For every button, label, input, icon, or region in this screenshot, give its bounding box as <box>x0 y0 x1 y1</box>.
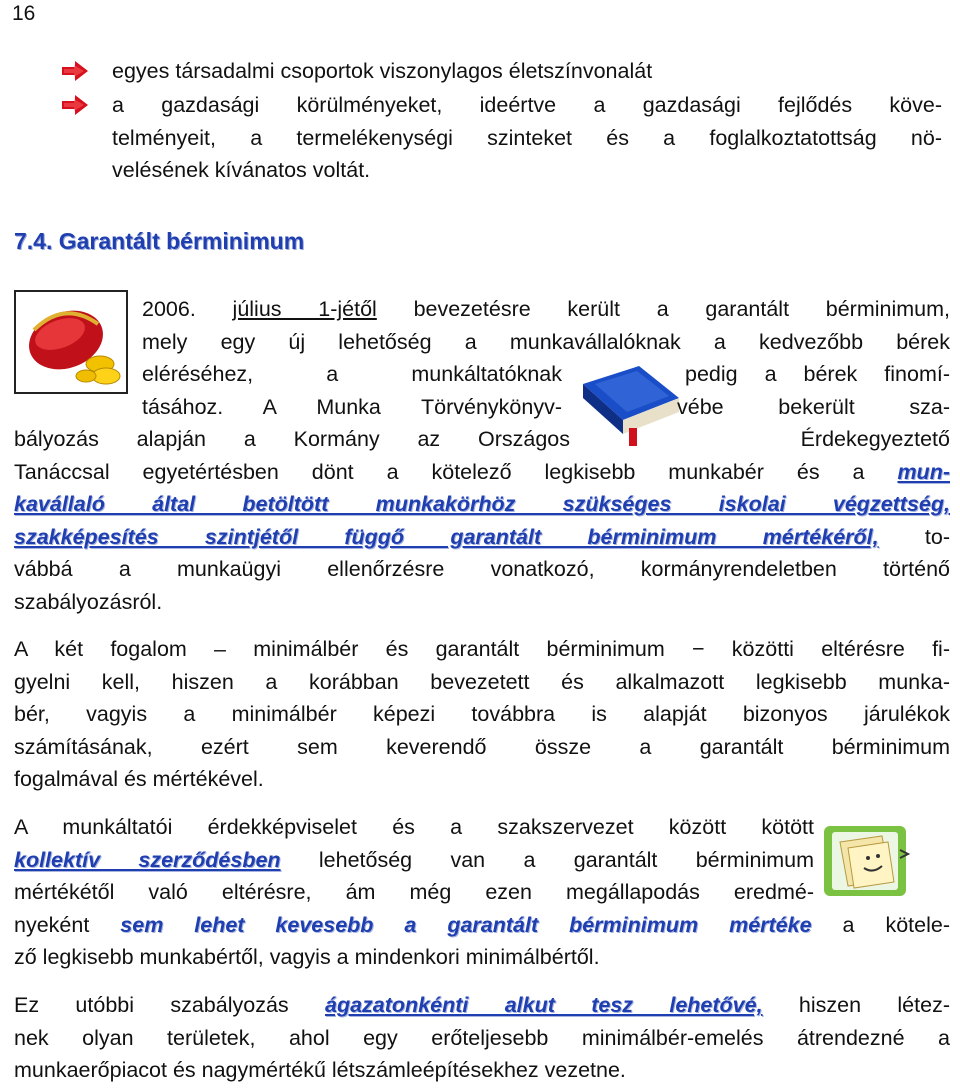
paragraph-kollektiv: A munkáltatói érdekképviselet és a szakszervezet között kötött kollektív szerződésben lehetőség van a garantált bérminimum mértékétől való eltérésre, ám még ezen megállapodás eredmé- nyeként sem lehet kevesebb a garantált bérminimum mértéke a kötele- ző legkisebb munkabértől, vagyis a mindenkori minimálbértől. <box>14 815 950 969</box>
bullet-item <box>62 89 942 188</box>
bullet-text: egyes társadalmi csoportok viszonylagos életszínvonalát <box>112 59 653 83</box>
red-arrow-bullet-icon <box>62 61 88 81</box>
bullet-item <box>62 55 942 88</box>
paragraph-ket-fogalom: A két fogalom – minimálbér és garantált bérminimum − közötti eltérésre fi- gyelni kell, hiszen a korábban bevezetett és alkalmazott legkisebb munka- bér, vagyis a minimálbér képezi továbbra is alapját bizonyos járulékok számításának, ezért sem keverendő össze a garantált bérminimum fogalmával és mértékével. <box>14 637 950 791</box>
paragraph-garantalt: 2006. július 1-jétől bevezetésre került a garantált bérminimum, mely egy új lehetőség a munkavállalóknak a kedvezőbb bérek eléréséhez, a munkáltatóknak pedig a bérek finomí- tásához. A Munka Törvénykönyv- vébe bekerült sza- bályozás alapján a Kormány az Országos Érdekegyeztető Tanáccsal egyetértésben dönt a kötelező legkisebb munkabér és a mun- kavállaló által betöltött munkakörhöz szükséges iskolai végzettség, szakképesítés szintjétől függő garantált bérminimum mértékéről, to- vábbá a munkaügyi ellenőrzésre vonatkozó, kormányrendeletben történő szabályozásról. <box>14 297 950 614</box>
section-heading: 7.4. Garantált bérminimum <box>14 228 305 254</box>
kollektiv-szerzodes-link[interactable]: kollektív szerződésben <box>14 847 281 872</box>
red-arrow-bullet-icon <box>62 95 88 115</box>
paragraph-agazati: Ez utóbbi szabályozás ágazatonkénti alkut tesz lehetővé, hiszen létez- nek olyan területek, ahol egy erőteljesebb minimálbér-emelés átrendezné a munkaerőpiacot és nagymértékű létszámleépítésekhez vezetne. <box>14 993 950 1082</box>
page-number: 16 <box>12 2 36 25</box>
bullet-text: a gazdasági körülményeket, ideértve a gazdasági fejlődés köve- telményeit, a termelékenységi szinteket és a foglalkoztatottság nö- velésének kívánatos voltát. <box>112 93 942 182</box>
